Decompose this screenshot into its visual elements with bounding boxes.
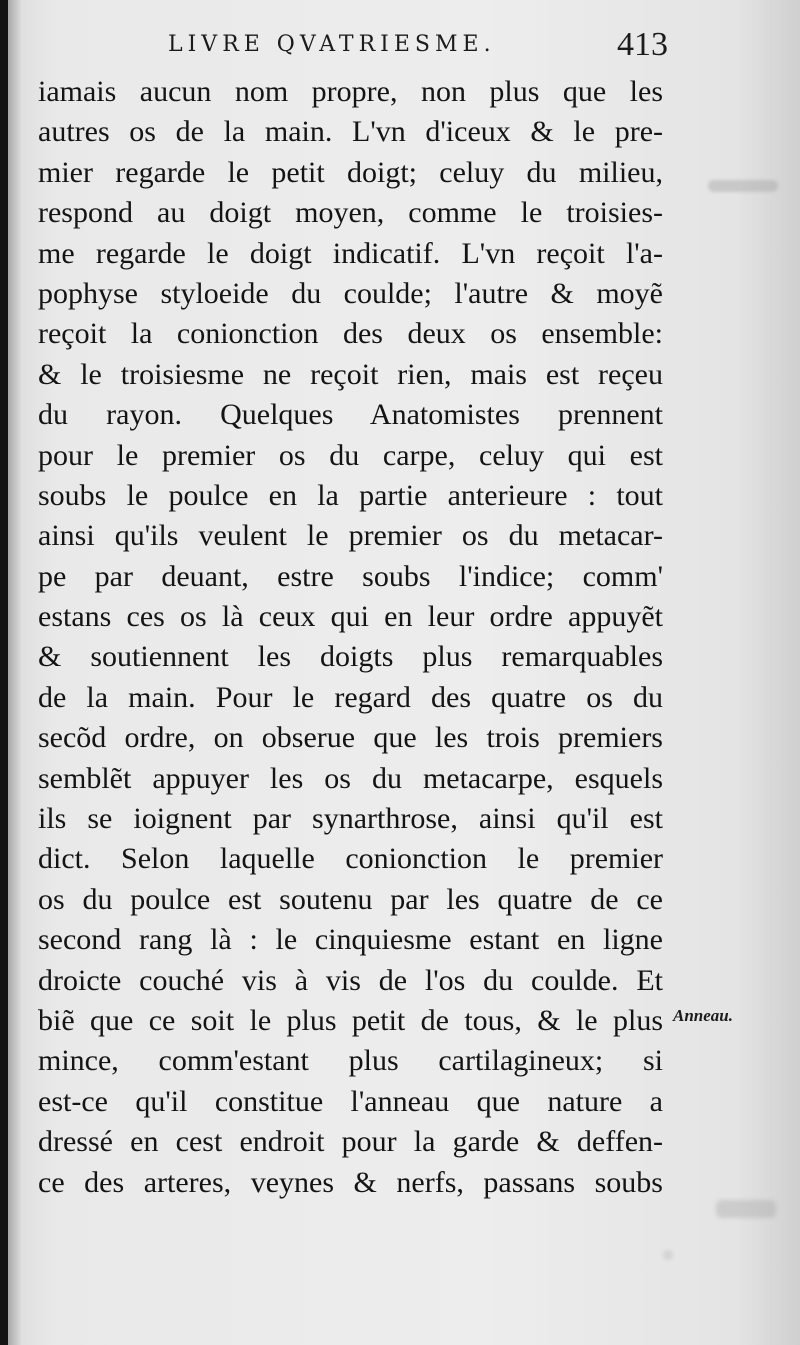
- show-through-mark: [716, 1200, 776, 1218]
- text-line: pe par deuant, estre soubs l'indice; comm': [38, 559, 663, 593]
- page-number: 413: [617, 26, 668, 63]
- text-line: est-ce qu'il constitue l'anneau que nature a: [38, 1084, 663, 1118]
- page-header: [168, 26, 668, 70]
- text-line: biẽ que ce soit le plus petit de tous, & le plus: [38, 1003, 663, 1037]
- text-line: ce des arteres, veynes & nerfs, passans soubs: [38, 1165, 663, 1199]
- text-line: ainsi qu'ils veulent le premier os du metacar-: [38, 519, 663, 553]
- text-line: second rang là : le cinquiesme estant en ligne: [38, 923, 663, 957]
- text-line: os du poulce est soutenu par les quatre de ce: [38, 882, 663, 916]
- text-line: autres os de la main. L'vn d'iceux & le pre-: [38, 115, 663, 149]
- text-line: mince, comm'estant plus cartilagineux; si: [38, 1044, 663, 1078]
- text-line: pour le premier os du carpe, celuy qui est: [38, 438, 663, 472]
- text-line: soubs le poulce en la partie anterieure : tout: [38, 478, 663, 512]
- text-line: reçoit la conionction des deux os ensemble:: [38, 317, 663, 351]
- text-line: respond au doigt moyen, comme le troisies-: [38, 196, 663, 230]
- text-line: de la main. Pour le regard des quatre os du: [38, 680, 663, 714]
- text-line: & le troisiesme ne reçoit rien, mais est reçeu: [38, 357, 663, 391]
- text-line: secõd ordre, on obserue que les trois premiers: [38, 721, 663, 755]
- text-line: droicte couché vis à vis de l'os du coulde. Et: [38, 963, 663, 997]
- text-line: semblẽt appuyer les os du metacarpe, esquels: [38, 761, 663, 795]
- text-line: estans ces os là ceux qui en leur ordre appuyẽt: [38, 600, 663, 634]
- ink-spot: [663, 1250, 673, 1260]
- book-page: [8, 0, 800, 1345]
- text-line: ils se ioignent par synarthrose, ainsi qu'il est: [38, 802, 663, 836]
- text-line: dressé en cest endroit pour la garde & deffen-: [38, 1125, 663, 1159]
- text-line: pophyse styloeide du coulde; l'autre & moyẽ: [38, 276, 663, 310]
- text-line: & soutiennent les doigts plus remarquables: [38, 640, 663, 674]
- text-line: du rayon. Quelques Anatomistes prennent: [38, 398, 663, 432]
- text-line: iamais aucun nom propre, non plus que les: [38, 75, 663, 108]
- running-title: LIVRE QVATRIESME.: [168, 32, 496, 57]
- text-line: dict. Selon laquelle conionction le premier: [38, 842, 663, 876]
- show-through-mark: [708, 180, 778, 192]
- text-line: mier regarde le petit doigt; celuy du milieu,: [38, 155, 663, 189]
- body-text: [38, 72, 663, 1203]
- marginal-note: Anneau.: [673, 1006, 733, 1025]
- text-line: me regarde le doigt indicatif. L'vn reçoit l'a-: [38, 236, 663, 270]
